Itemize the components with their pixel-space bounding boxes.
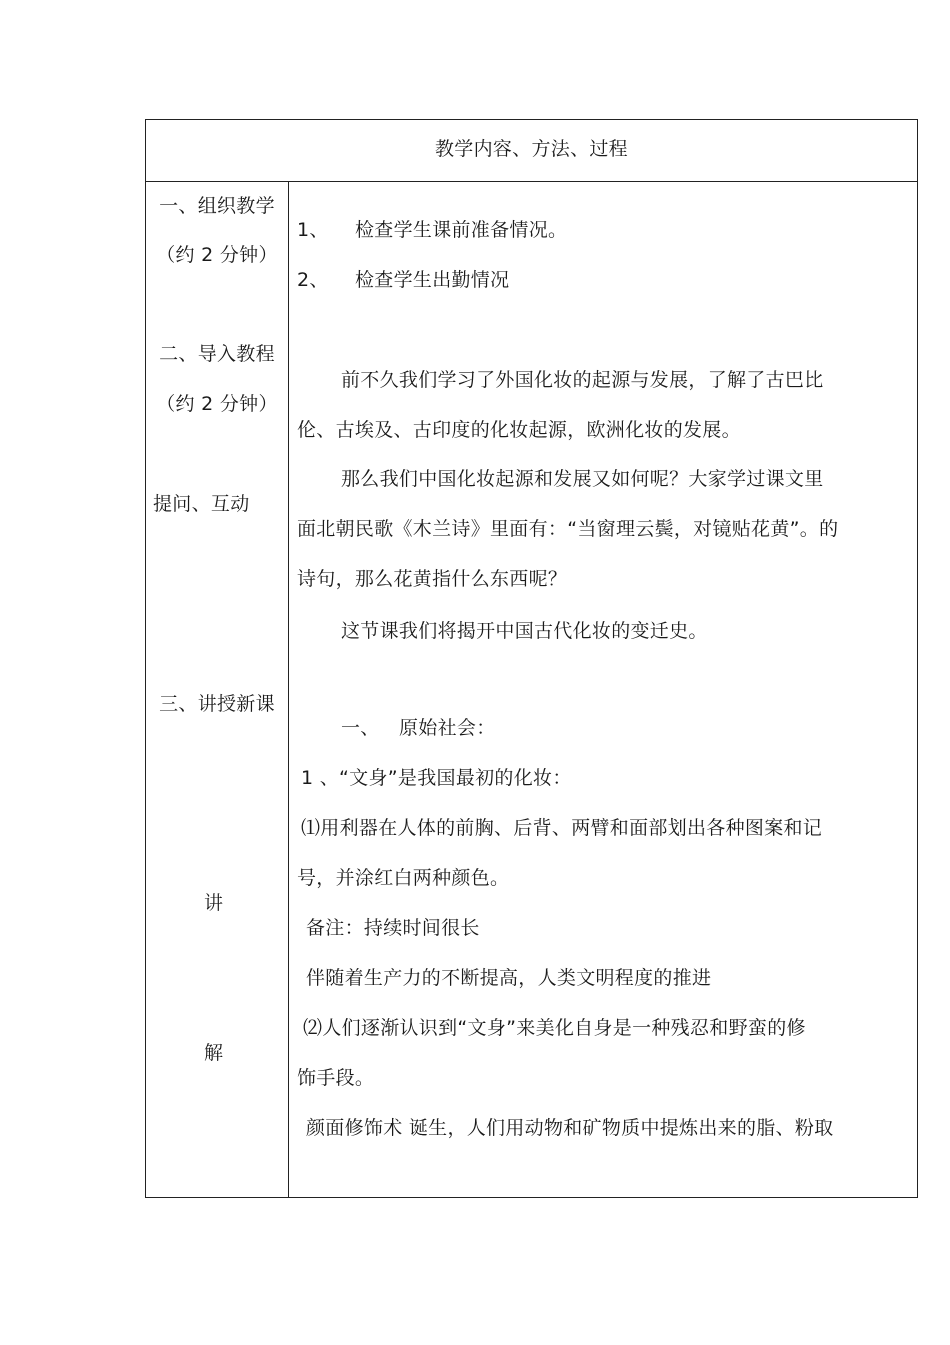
- content-line: ⑵人们逐渐认识到“文身”来美化自身是一种残忍和野蛮的修: [303, 1017, 806, 1039]
- question-paragraph-line: 面北朝民歌《木兰诗》里面有：“当窗理云鬓，对镜贴花黄”。的: [297, 518, 839, 540]
- section-intro-time: （约 2 分钟）: [156, 393, 278, 415]
- checklist-number: 1、: [297, 219, 329, 241]
- section-organize-title: 一、组织教学: [159, 195, 275, 217]
- table-header-title: 教学内容、方法、过程: [434, 138, 628, 160]
- content-line: 号，并涂红白两种颜色。: [297, 867, 510, 889]
- checklist-item: 检查学生课前准备情况。: [355, 219, 568, 241]
- content-line: 伴随着生产力的不断提高，人类文明程度的推进: [306, 967, 712, 989]
- content-line: 1 、“文身”是我国最初的化妆：: [301, 767, 572, 789]
- intro-paragraph-line: 前不久我们学习了外国化妆的起源与发展，了解了古巴比: [341, 369, 824, 391]
- column-divider: [288, 181, 289, 1197]
- section-new-lesson-title: 三、讲授新课: [159, 693, 275, 715]
- lesson-topic-line: 这节课我们将揭开中国古代化妆的变迁史。: [341, 620, 708, 642]
- section-heading-number: 一、: [341, 717, 380, 739]
- section-interaction-title: 提问、互动: [153, 493, 250, 515]
- question-paragraph-line: 诗句，那么花黄指什么东西呢？: [297, 568, 568, 590]
- content-line: 颜面修饰术 诞生，人们用动物和矿物质中提炼出来的脂、粉取: [306, 1117, 834, 1139]
- checklist-number: 2、: [297, 269, 329, 291]
- question-paragraph-line: 那么我们中国化妆起源和发展又如何呢？大家学过课文里: [341, 468, 824, 490]
- checklist-item: 检查学生出勤情况: [355, 269, 510, 291]
- section-organize-time: （约 2 分钟）: [156, 244, 278, 266]
- content-line: 饰手段。: [297, 1067, 375, 1089]
- content-line: ⑴用利器在人体的前胸、后背、两臂和面部划出各种图案和记: [301, 817, 823, 839]
- content-line: 备注：持续时间很长: [306, 917, 480, 939]
- vertical-label-char: 解: [204, 1042, 224, 1064]
- section-heading-title: 原始社会：: [399, 717, 496, 739]
- header-divider: [146, 181, 917, 182]
- intro-paragraph-line: 伦、古埃及、古印度的化妆起源，欧洲化妆的发展。: [297, 419, 741, 441]
- section-intro-title: 二、导入教程: [159, 343, 275, 365]
- vertical-label-char: 讲: [204, 892, 224, 914]
